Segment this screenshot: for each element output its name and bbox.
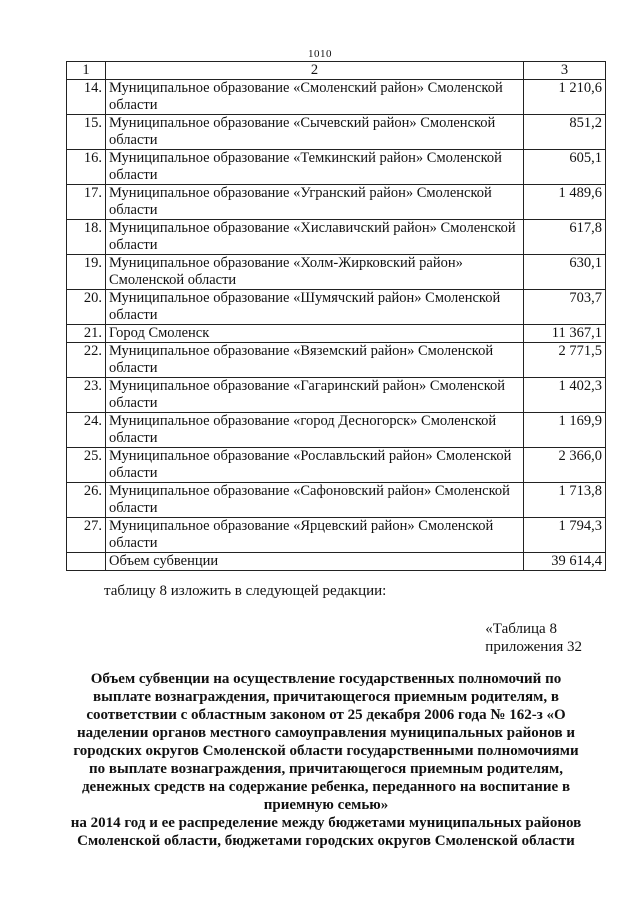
row-subsidy-value: 851,2	[524, 115, 606, 150]
row-number: 16.	[67, 150, 106, 185]
row-municipality-name: Муниципальное образование «Сафоновский район» Смоленской области	[106, 483, 524, 518]
page-number: 1010	[308, 48, 332, 60]
heading-line: приемную семью»	[263, 797, 389, 813]
heading-line: Объем субвенции на осуществление государственных полномочий по	[90, 671, 562, 687]
row-subsidy-value: 703,7	[524, 290, 606, 325]
row-municipality-name: Муниципальное образование «Холм-Жирковский район» Смоленской области	[106, 255, 524, 290]
document-subheading	[56, 814, 596, 850]
row-subsidy-value: 1 713,8	[524, 483, 606, 518]
row-municipality-name: Муниципальное образование «Темкинский район» Смоленской области	[106, 150, 524, 185]
row-number: 19.	[67, 255, 106, 290]
column-header-value: 3	[524, 62, 606, 80]
row-number: 20.	[67, 290, 106, 325]
intro-text: таблицу 8 изложить в следующей редакции:	[104, 583, 387, 599]
row-number: 18.	[67, 220, 106, 255]
table-total-row	[67, 553, 606, 571]
row-subsidy-value: 1 794,3	[524, 518, 606, 553]
heading-line: выплате вознаграждения, причитающегося приемным родителям, в	[93, 689, 559, 705]
table-row	[67, 115, 606, 150]
table-row	[67, 185, 606, 220]
row-municipality-name: Муниципальное образование «город Десногорск» Смоленской области	[106, 413, 524, 448]
table-reference	[485, 620, 582, 656]
table-row	[67, 448, 606, 483]
table-reference-line: «Таблица 8	[485, 621, 557, 637]
total-label: Объем субвенции	[106, 553, 524, 571]
row-number: 14.	[67, 80, 106, 115]
row-subsidy-value: 605,1	[524, 150, 606, 185]
subheading-line: Смоленской области, бюджетами городских округов Смоленской области	[77, 833, 575, 849]
heading-line: соответствии с областным законом от 25 декабря 2006 года № 162-з «О	[86, 707, 566, 723]
row-number: 21.	[67, 325, 106, 343]
subsidy-table	[66, 61, 606, 571]
row-number: 27.	[67, 518, 106, 553]
heading-line: по выплате вознаграждения, причитающегося приемным родителям,	[88, 761, 563, 777]
column-header-name: 2	[106, 62, 524, 80]
row-municipality-name: Муниципальное образование «Угранский район» Смоленской области	[106, 185, 524, 220]
row-subsidy-value: 2 366,0	[524, 448, 606, 483]
table-row	[67, 325, 606, 343]
row-number: 25.	[67, 448, 106, 483]
table-row	[67, 255, 606, 290]
total-value: 39 614,4	[524, 553, 606, 571]
row-subsidy-value: 2 771,5	[524, 343, 606, 378]
table-row	[67, 413, 606, 448]
row-municipality-name: Муниципальное образование «Вяземский район» Смоленской области	[106, 343, 524, 378]
table-row	[67, 483, 606, 518]
row-subsidy-value: 11 367,1	[524, 325, 606, 343]
row-municipality-name: Город Смоленск	[106, 325, 524, 343]
row-municipality-name: Муниципальное образование «Хиславичский район» Смоленской области	[106, 220, 524, 255]
table-row	[67, 220, 606, 255]
row-subsidy-value: 1 210,6	[524, 80, 606, 115]
row-municipality-name: Муниципальное образование «Рославльский район» Смоленской области	[106, 448, 524, 483]
row-municipality-name: Муниципальное образование «Сычевский район» Смоленской области	[106, 115, 524, 150]
row-municipality-name: Муниципальное образование «Гагаринский район» Смоленской области	[106, 378, 524, 413]
row-municipality-name: Муниципальное образование «Ярцевский район» Смоленской области	[106, 518, 524, 553]
row-number: 15.	[67, 115, 106, 150]
heading-line: наделении органов местного самоуправления муниципальных районов и	[77, 725, 575, 741]
row-municipality-name: Муниципальное образование «Шумячский район» Смоленской области	[106, 290, 524, 325]
column-header-number: 1	[67, 62, 106, 80]
table-reference-line: приложения 32	[485, 639, 582, 655]
document-heading	[56, 670, 596, 814]
row-subsidy-value: 1 489,6	[524, 185, 606, 220]
row-subsidy-value: 617,8	[524, 220, 606, 255]
table-row	[67, 150, 606, 185]
row-number: 23.	[67, 378, 106, 413]
row-subsidy-value: 630,1	[524, 255, 606, 290]
table-row	[67, 290, 606, 325]
heading-line: денежных средств на содержание ребенка, переданного на воспитание в	[81, 779, 571, 795]
table-row	[67, 378, 606, 413]
row-number: 24.	[67, 413, 106, 448]
table-row	[67, 518, 606, 553]
row-number: 22.	[67, 343, 106, 378]
subheading-line: на 2014 год и ее распределение между бюджетами муниципальных районов	[70, 815, 582, 831]
table-row	[67, 80, 606, 115]
row-subsidy-value: 1 402,3	[524, 378, 606, 413]
table-header-row	[67, 62, 606, 80]
row-municipality-name: Муниципальное образование «Смоленский район» Смоленской области	[106, 80, 524, 115]
heading-line: городских округов Смоленской области государственными полномочиями	[73, 743, 579, 759]
table-body	[67, 80, 606, 571]
row-number: 26.	[67, 483, 106, 518]
row-subsidy-value: 1 169,9	[524, 413, 606, 448]
table-row	[67, 343, 606, 378]
total-number-cell	[67, 553, 106, 571]
row-number: 17.	[67, 185, 106, 220]
